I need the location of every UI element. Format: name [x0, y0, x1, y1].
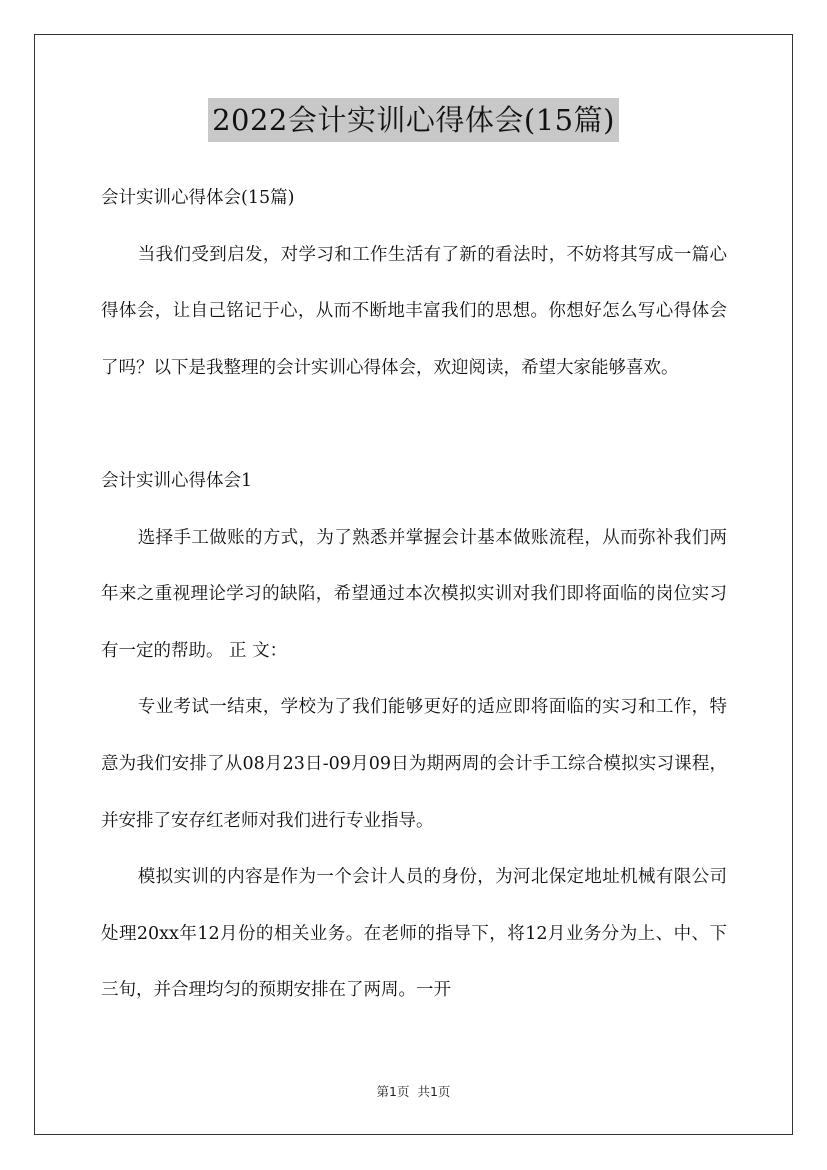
document-body	[101, 170, 727, 1019]
body-paragraph-2: 专业考试一结束，学校为了我们能够更好的适应即将面临的实习和工作，特意为我们安排了从08月23日-09月09日为期两周的会计手工综合模拟实习课程，并安排了安存红老师对我们进行专业指导。	[101, 697, 727, 831]
document-title[interactable]: 2022会计实训心得体会(15篇)	[208, 98, 619, 142]
page-footer	[0, 1082, 827, 1100]
title-container	[0, 98, 827, 142]
intro-paragraph: 当我们受到启发，对学习和工作生活有了新的看法时，不妨将其写成一篇心得体会，让自己铭记于心，从而不断地丰富我们的思想。你想好怎么写心得体会了吗？以下是我整理的会计实训心得体会，欢迎阅读，希望大家能够喜欢。	[101, 244, 727, 378]
total-pages: 共1页	[417, 1084, 451, 1099]
body-paragraph-1: 选择手工做账的方式，为了熟悉并掌握会计基本做账流程，从而弥补我们两年来之重视理论学习的缺陷，希望通过本次模拟实训对我们即将面临的岗位实习有一定的帮助。 正 文：	[101, 527, 727, 661]
body-paragraph-3: 模拟实训的内容是作为一个会计人员的身份，为河北保定地址机械有限公司处理20xx年12月份的相关业务。在老师的指导下，将12月业务分为上、中、下三旬，并合理均匀的预期安排在了两周。一开	[101, 867, 727, 1001]
page-number: 第1页	[376, 1084, 410, 1099]
section-heading: 会计实训心得体会1	[101, 470, 253, 491]
document-subtitle: 会计实训心得体会(15篇)	[101, 188, 295, 208]
section-spacer	[101, 396, 727, 453]
